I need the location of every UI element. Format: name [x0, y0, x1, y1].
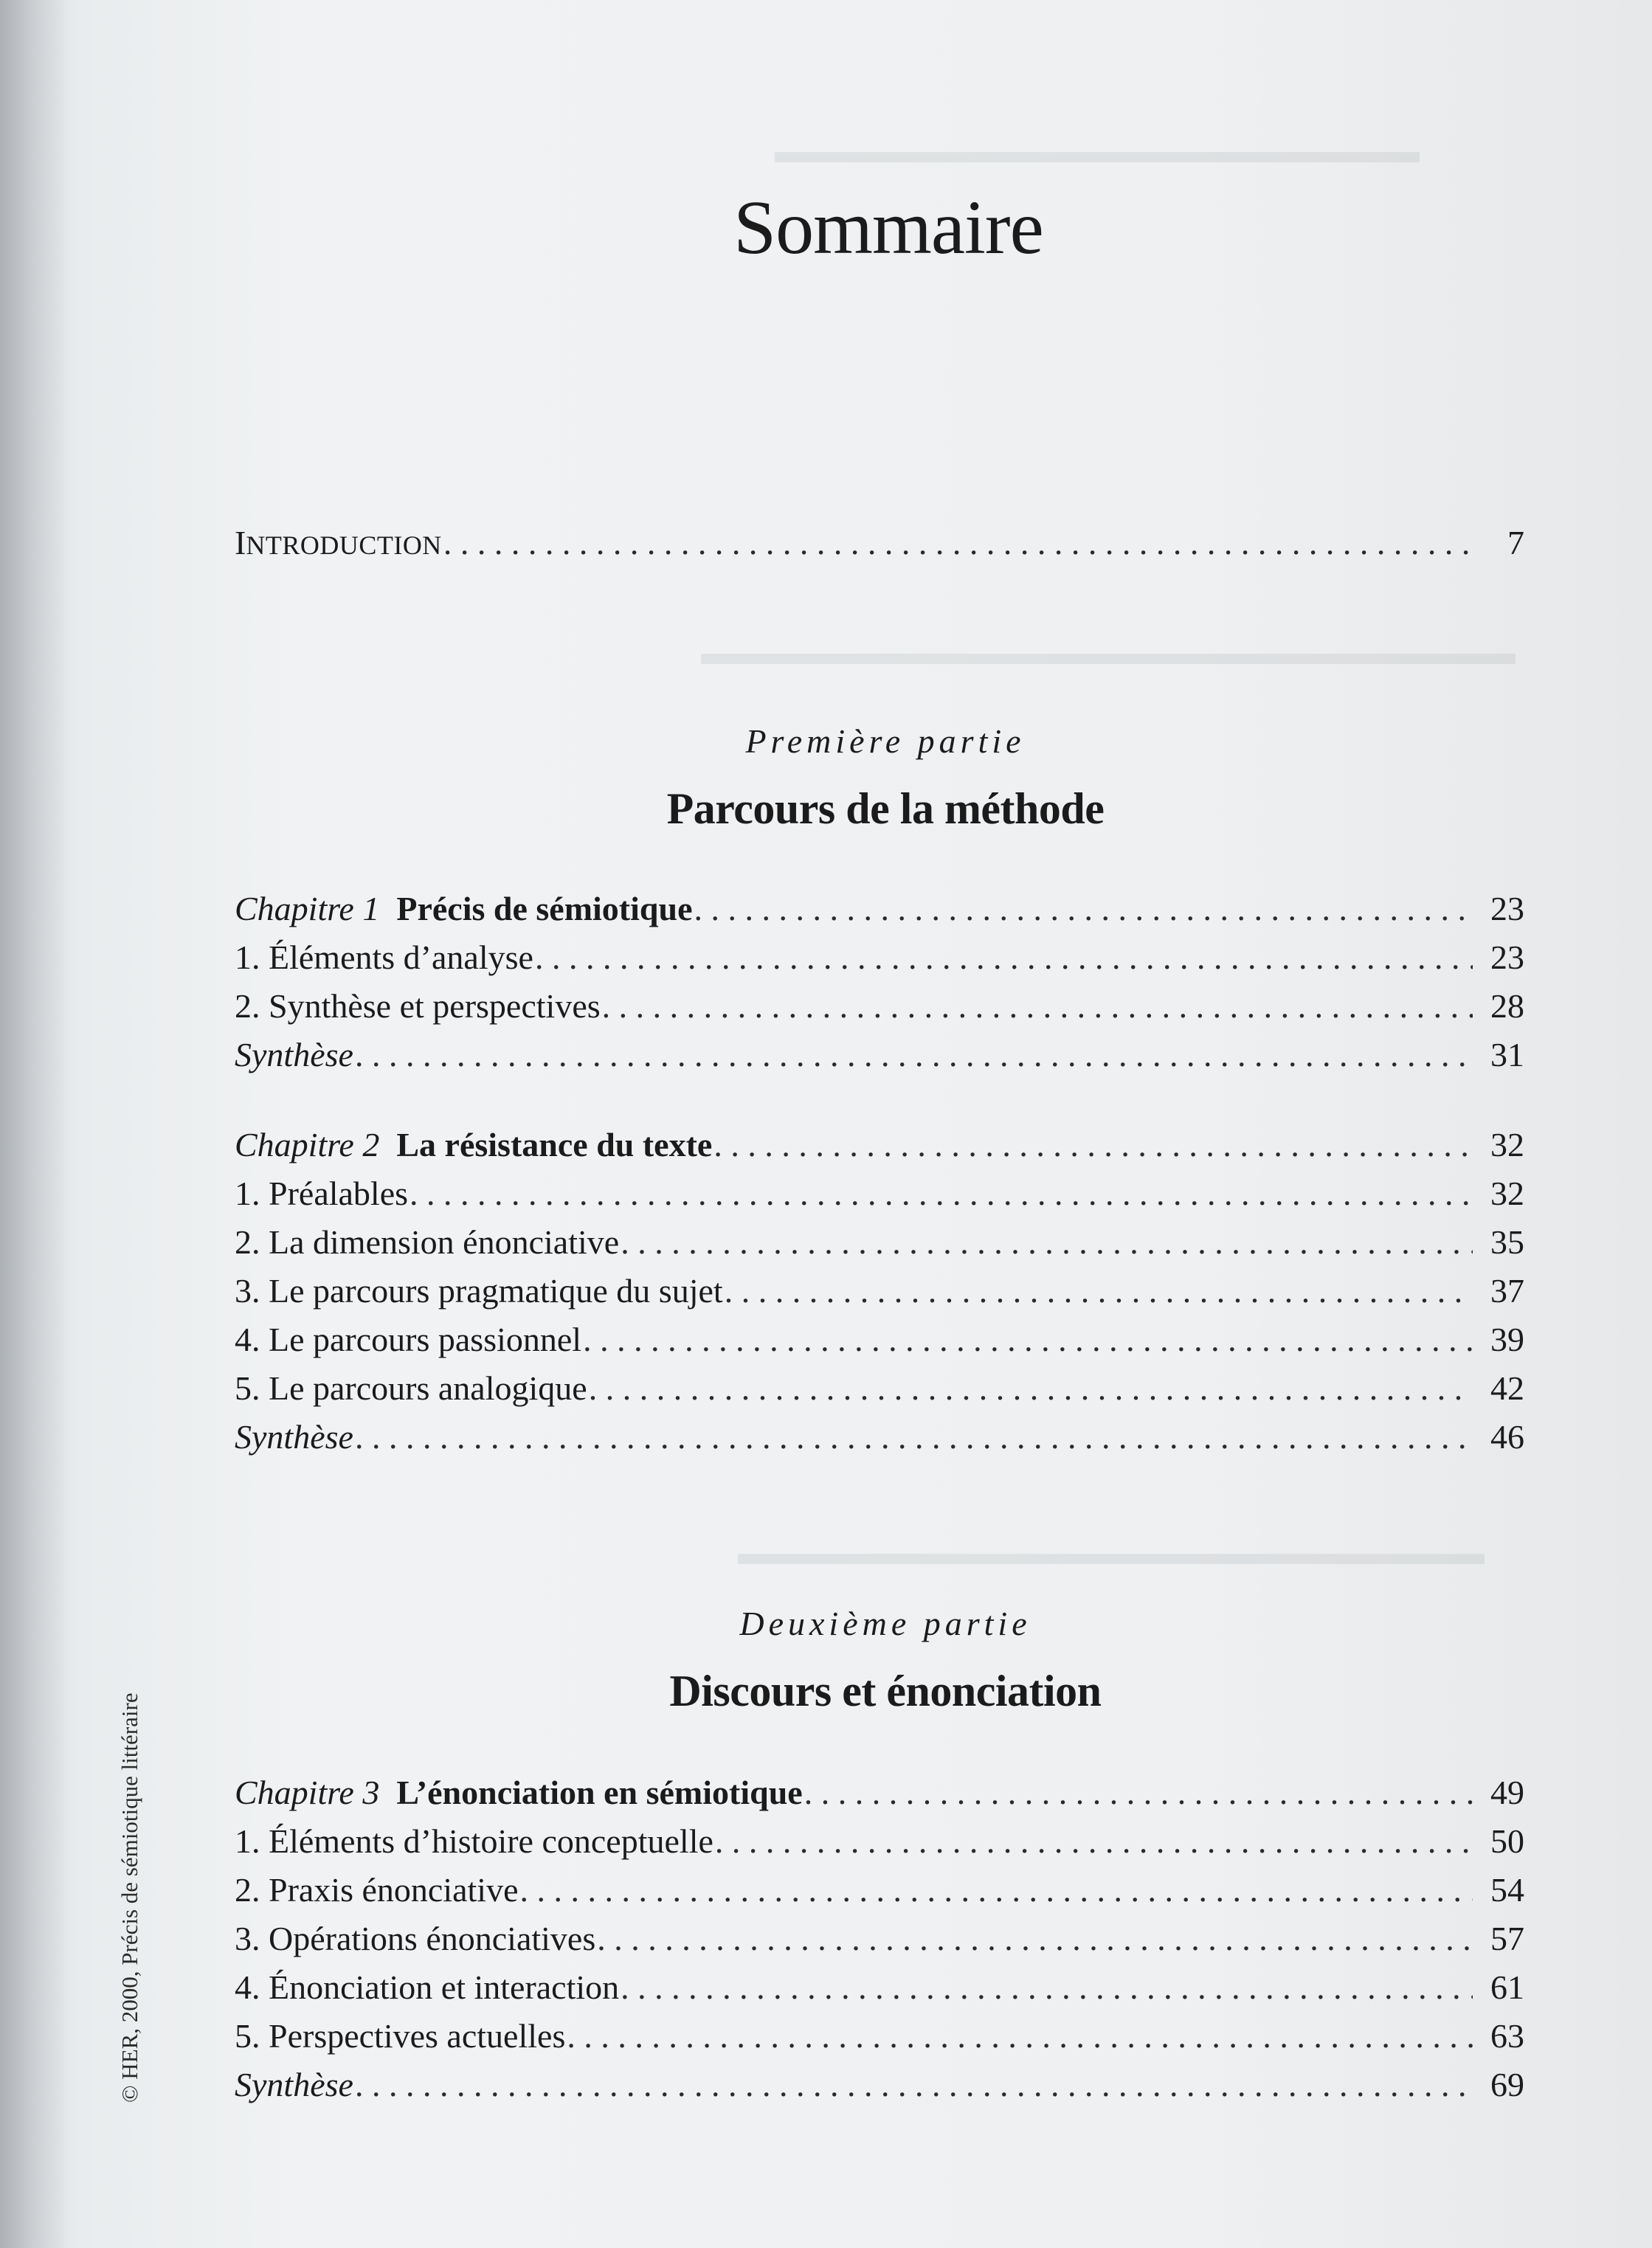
toc-entry-label: 5. Le parcours analogique: [235, 1369, 587, 1407]
part-title: Parcours de la méthode: [666, 784, 1105, 833]
toc-entry-label: INTRODUCTION: [235, 524, 442, 561]
toc-entry-label: Chapitre 2 La résistance du texte: [235, 1126, 713, 1163]
part-label: Première partie: [745, 722, 1026, 760]
toc-entry[interactable]: [235, 1318, 1524, 1362]
toc-page-number: 35: [1490, 1223, 1524, 1261]
dot-leader: [535, 935, 1473, 980]
dot-leader: [804, 1771, 1473, 1815]
toc-chapter-heading[interactable]: [235, 1771, 1524, 1815]
toc-page-number: 28: [1490, 987, 1524, 1025]
part-title: Discours et énonciation: [669, 1667, 1102, 1715]
dot-leader: [520, 1868, 1473, 1912]
toc-entry-label: 5. Perspectives actuelles: [235, 2017, 566, 2055]
show-through: ▬▬▬▬▬▬▬▬▬▬▬▬▬▬▬▬▬▬▬▬▬▬: [738, 1534, 1485, 1571]
toc-entry[interactable]: [235, 2014, 1524, 2058]
toc-entry-label: 4. Énonciation et interaction: [235, 1968, 620, 2006]
toc-entry-label: Chapitre 3 L’énonciation en sémiotique: [235, 1774, 803, 1811]
toc-entry[interactable]: [235, 1366, 1524, 1411]
toc-entry[interactable]: [235, 1917, 1524, 1961]
toc-entry-label: Synthèse: [235, 2066, 353, 2103]
toc-page-number: 39: [1490, 1321, 1524, 1358]
toc-entry-label: 2. Synthèse et perspectives: [235, 987, 601, 1025]
toc-entry-label: 2. La dimension énonciative: [235, 1223, 620, 1261]
toc-page-number: 49: [1490, 1774, 1524, 1811]
toc-entry[interactable]: [235, 1965, 1524, 2010]
toc-page-number: 50: [1490, 1822, 1524, 1860]
dot-leader: [589, 1366, 1473, 1411]
toc-entry-introduction[interactable]: [235, 521, 1524, 565]
toc-chapter-heading[interactable]: [235, 1123, 1524, 1167]
toc-page-number: 57: [1490, 1920, 1524, 1957]
dot-leader: [621, 1220, 1473, 1265]
toc-synthese[interactable]: [235, 1033, 1524, 1077]
dot-leader: [621, 1965, 1473, 2010]
toc-page-number: 69: [1490, 2066, 1524, 2103]
dot-leader: [713, 1123, 1473, 1167]
toc-page-number: 46: [1490, 1418, 1524, 1456]
dot-leader: [583, 1318, 1473, 1362]
toc-synthese[interactable]: [235, 2063, 1524, 2107]
toc-entry[interactable]: [235, 1220, 1524, 1265]
show-through: ▬▬▬▬▬▬▬▬▬▬▬▬▬▬▬▬▬▬▬▬▬▬▬▬: [701, 634, 1516, 671]
page-title: Sommaire: [733, 185, 1043, 270]
toc-entry[interactable]: [235, 1269, 1524, 1313]
toc-page-number: 23: [1490, 938, 1524, 976]
dot-leader: [355, 1415, 1473, 1459]
dot-leader: [715, 1819, 1473, 1864]
toc-page-number: 23: [1490, 890, 1524, 927]
dot-leader: [602, 984, 1473, 1028]
toc-entry-label: Chapitre 1 Précis de sémiotique: [235, 890, 693, 927]
dot-leader: [725, 1269, 1473, 1313]
dot-leader: [355, 2063, 1473, 2107]
toc-page-number: 31: [1490, 1036, 1524, 1073]
dot-leader: [409, 1172, 1473, 1216]
toc-page-number: 61: [1490, 1968, 1524, 2006]
toc-entry[interactable]: [235, 935, 1524, 980]
part-label: Deuxième partie: [739, 1605, 1031, 1642]
toc-page-number: 32: [1490, 1126, 1524, 1163]
toc-page-number: 32: [1490, 1175, 1524, 1212]
dot-leader: [355, 1033, 1473, 1077]
dot-leader: [694, 887, 1473, 931]
toc-entry-label: Synthèse: [235, 1418, 353, 1456]
toc-entry-label: 3. Le parcours pragmatique du sujet: [235, 1272, 723, 1310]
toc-chapter-heading[interactable]: [235, 887, 1524, 931]
show-through: ▬▬▬▬▬▬▬▬▬▬▬▬▬▬▬▬▬▬▬: [775, 132, 1420, 170]
toc-entry[interactable]: [235, 1868, 1524, 1912]
toc-page-number: 42: [1490, 1369, 1524, 1407]
toc-entry[interactable]: [235, 1172, 1524, 1216]
toc-entry-label: 4. Le parcours passionnel: [235, 1321, 582, 1358]
toc-entry-label: 3. Opérations énonciatives: [235, 1920, 596, 1957]
spine-shadow: [0, 0, 70, 2248]
toc-synthese[interactable]: [235, 1415, 1524, 1459]
toc-page-number: 54: [1490, 1871, 1524, 1909]
toc-entry-label: Synthèse: [235, 1036, 353, 1073]
dot-leader: [597, 1917, 1473, 1961]
toc-entry-label: 1. Préalables: [235, 1175, 409, 1212]
toc-page-number: 7: [1507, 524, 1524, 561]
toc-entry-label: 2. Praxis énonciative: [235, 1871, 519, 1909]
dot-leader: [567, 2014, 1473, 2058]
toc-page-number: 63: [1490, 2017, 1524, 2055]
copyright-notice: © HER, 2000, Précis de sémiotique littéraire: [117, 1692, 142, 2103]
dot-leader: [443, 521, 1473, 565]
toc-page-number: 37: [1490, 1272, 1524, 1310]
toc-entry-label: 1. Éléments d’histoire conceptuelle: [235, 1822, 713, 1860]
toc-entry-label: 1. Éléments d’analyse: [235, 938, 533, 976]
toc-entry[interactable]: [235, 1819, 1524, 1864]
toc-entry[interactable]: [235, 984, 1524, 1028]
